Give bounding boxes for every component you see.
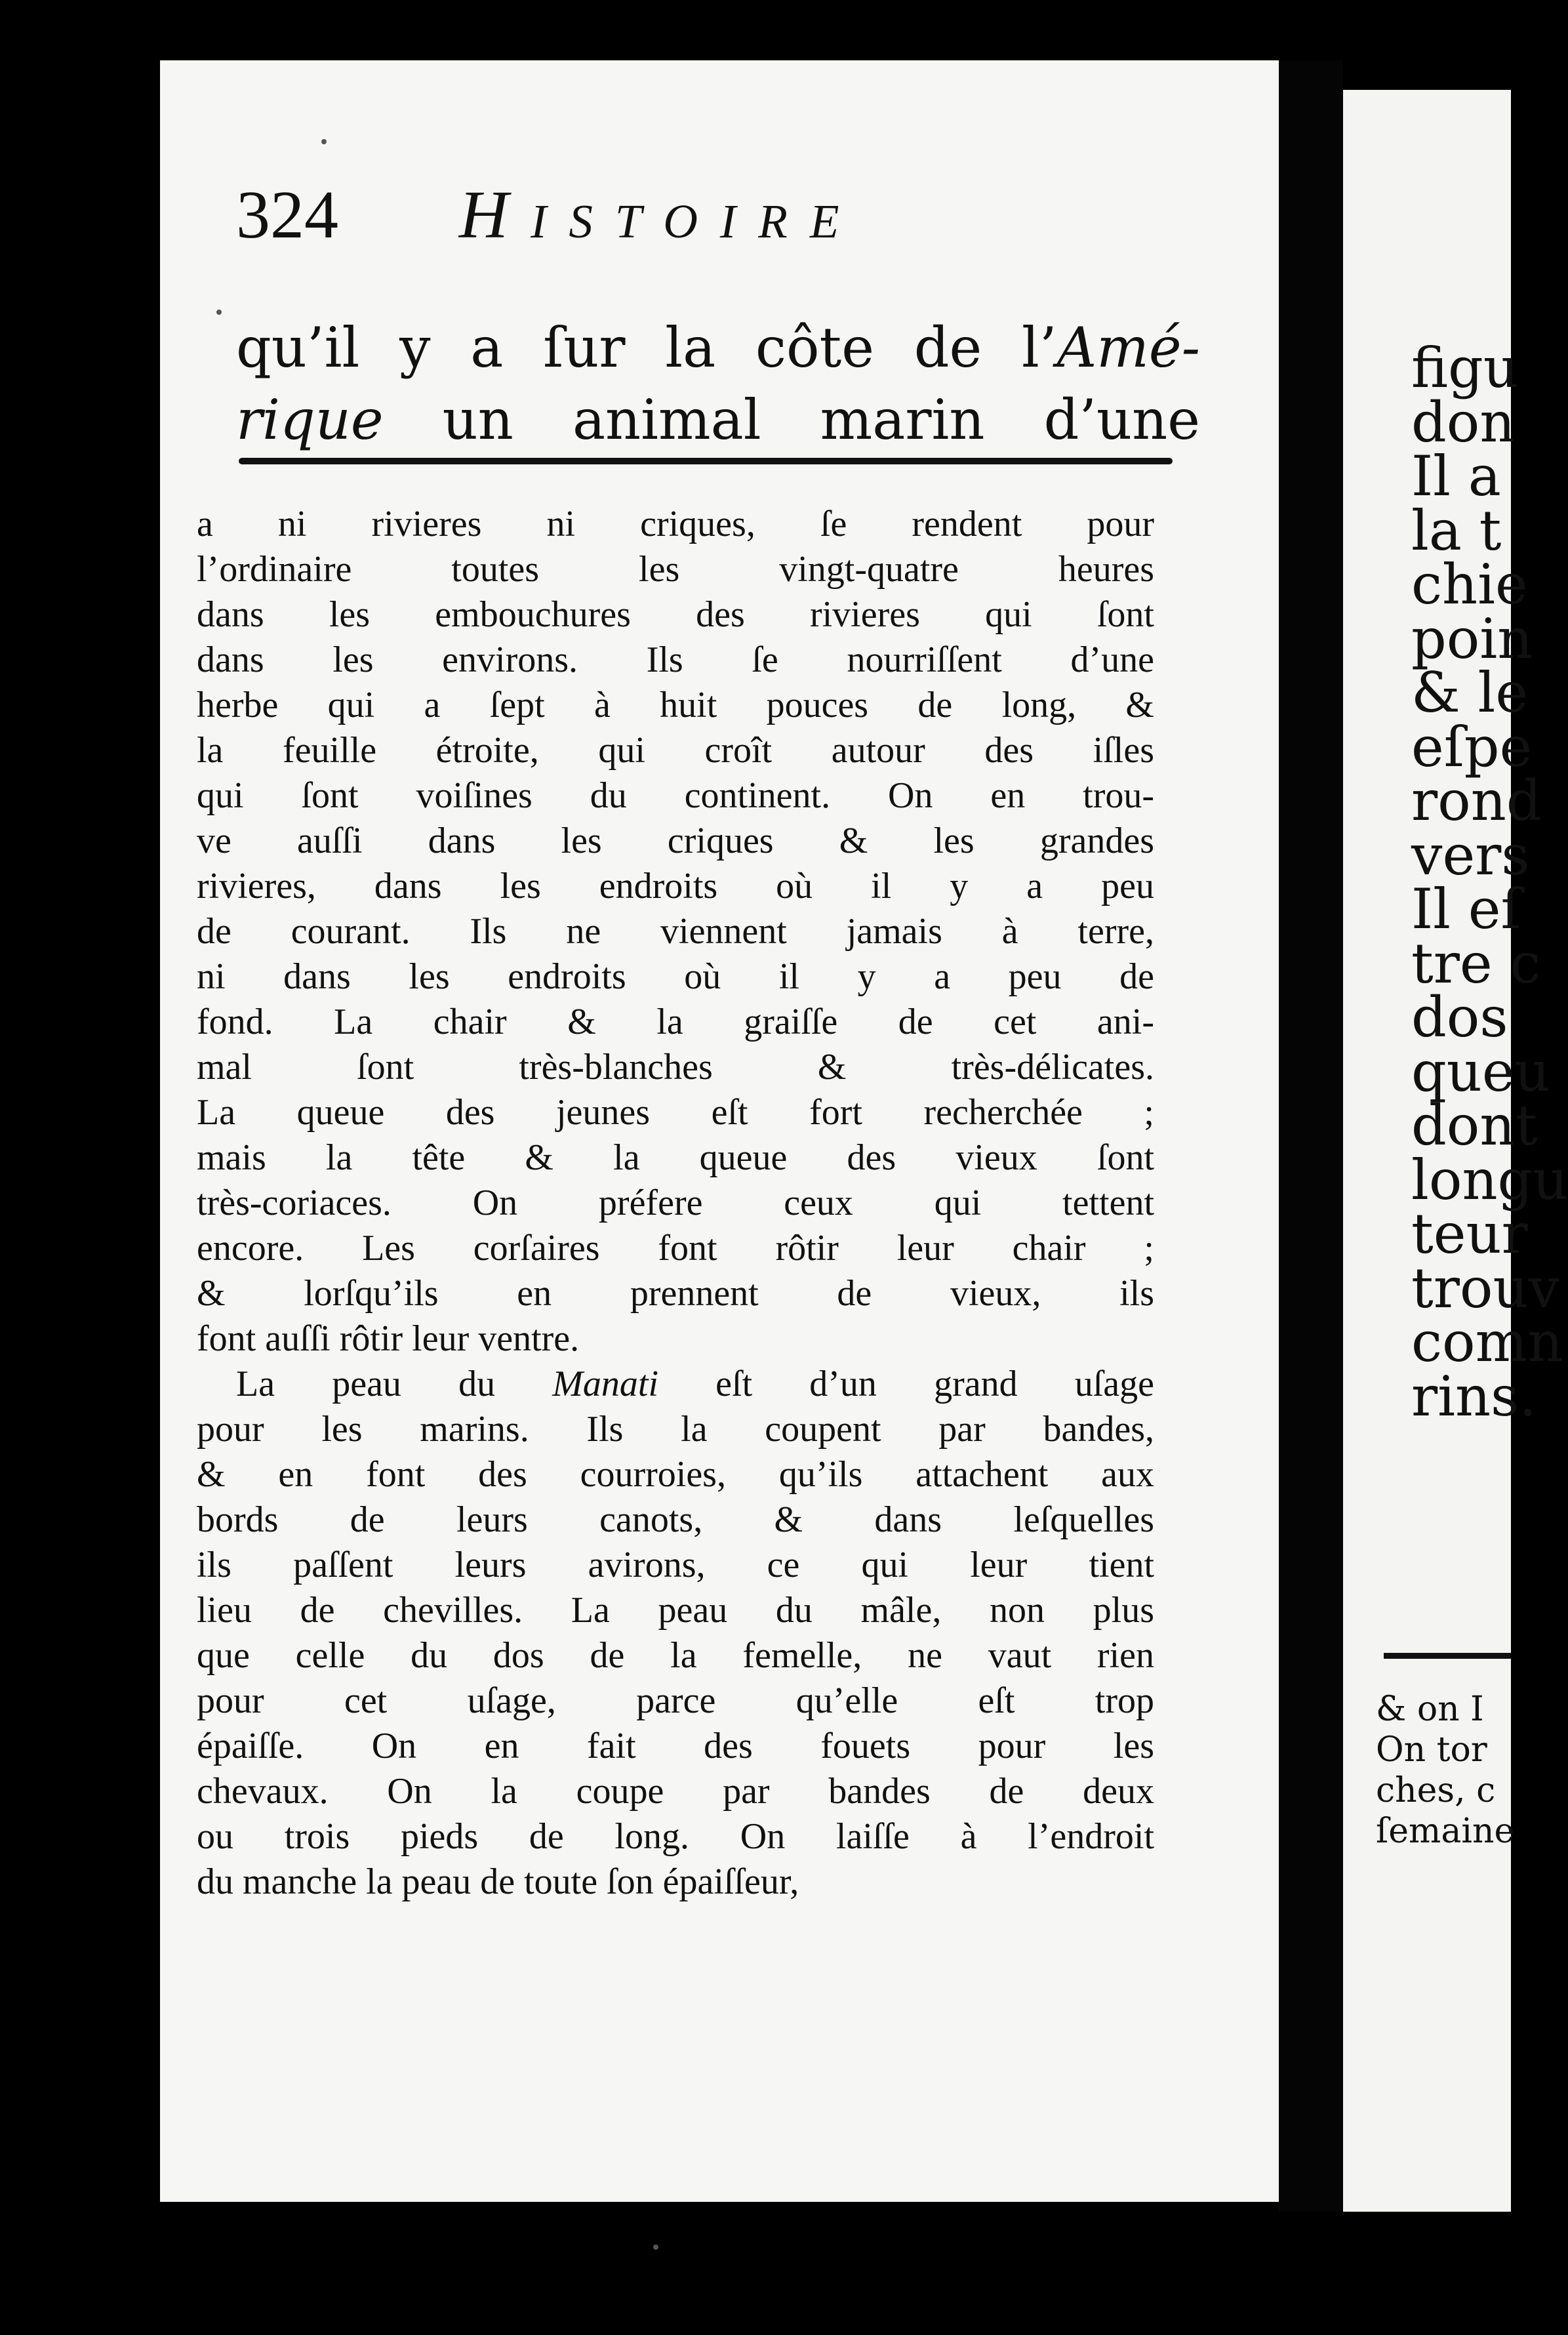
footnote-text xyxy=(197,502,1154,1905)
book-gutter xyxy=(1279,60,1343,2212)
footnote-line: dans les embouchures des rivieres qui ſont xyxy=(197,594,1154,635)
footnote-line: dans les environs. Ils ſe nourriſſent d’une xyxy=(197,640,1154,680)
footnote-line: mal ſont très-blanches & très-délicates. xyxy=(197,1047,1154,1087)
facing-line: figu xyxy=(1411,336,1519,400)
footnote-line: pour les marins. Ils la coupent par bandes, xyxy=(197,1409,1154,1450)
word: l’ xyxy=(1022,315,1057,380)
footnote-line: épaiſſe. On en fait des fouets pour les xyxy=(197,1726,1154,1766)
word: de xyxy=(914,315,982,380)
facing-line: don xyxy=(1411,390,1516,455)
facing-line: dos xyxy=(1411,985,1508,1049)
facing-line: chie xyxy=(1411,552,1528,617)
word: qu’il xyxy=(236,315,360,380)
text-run: eſt d’un grand uſage xyxy=(658,1364,1154,1404)
word: côte xyxy=(755,315,875,380)
facing-page-text xyxy=(1411,336,1568,1429)
footnote-line: ou trois pieds de long. On laiſſe à l’endroit xyxy=(197,1816,1154,1857)
facing-footnote-text xyxy=(1376,1689,1515,1852)
speck xyxy=(321,139,327,144)
word: la xyxy=(665,315,716,380)
footnote-line: a ni rivieres ni criques, ſe rendent pour xyxy=(197,504,1154,544)
facing-line: dont xyxy=(1411,1093,1538,1158)
footnote-line: herbe qui a ſept à huit pouces de long, & xyxy=(197,685,1154,725)
facing-note-line: & on I xyxy=(1376,1690,1484,1729)
facing-note-line: ches, c xyxy=(1376,1771,1496,1810)
footnote-line: la feuille étroite, qui croît autour des iſles xyxy=(197,730,1154,771)
speck xyxy=(216,310,222,315)
facing-line: trouv xyxy=(1411,1255,1560,1320)
facing-note-line: On tor xyxy=(1376,1730,1487,1770)
footnote-line: La queue des jeunes eſt fort recherchée ; xyxy=(197,1092,1154,1133)
page-number: 324 xyxy=(236,177,338,253)
running-title: Histoire xyxy=(459,177,862,253)
footnote-line: font auſſi rôtir leur ventre. xyxy=(197,1318,580,1359)
facing-line: longu xyxy=(1411,1147,1568,1212)
facing-line: queu xyxy=(1411,1039,1550,1104)
footnote-line: mais la tête & la queue des vieux ſont xyxy=(197,1137,1154,1178)
facing-line: vers xyxy=(1411,822,1530,887)
running-head xyxy=(236,176,990,274)
facing-line: rond xyxy=(1411,769,1542,833)
footnote-line: lieu de chevilles. La peau du mâle, non plus xyxy=(197,1590,1154,1631)
footnote-line: ni dans les endroits où il y a peu de xyxy=(197,956,1154,997)
footnote-line: très-coriaces. On préfere ceux qui tettent xyxy=(197,1183,1154,1223)
word: un xyxy=(442,388,513,452)
footnote-line: rivieres, dans les endroits où il y a peu xyxy=(197,866,1154,906)
facing-line: poin xyxy=(1411,606,1533,671)
footnote-line: l’ordinaire toutes les vingt-quatre heures xyxy=(197,549,1154,590)
facing-line: rins. xyxy=(1411,1364,1537,1429)
footnote-line: de courant. Ils ne viennent jamais à terre, xyxy=(197,911,1154,952)
word: ſur xyxy=(543,315,626,380)
footnote-line: & lorſqu’ils en prennent de vieux, ils xyxy=(197,1273,1154,1314)
footnote-line: que celle du dos de la femelle, ne vaut rien xyxy=(197,1635,1154,1676)
word: a xyxy=(470,315,504,380)
footnote-line: du manche la peau de toute ſon épaiſſeur, xyxy=(197,1861,799,1902)
facing-line: tre c xyxy=(1411,931,1541,996)
lead-line xyxy=(236,312,1200,384)
facing-line: la t xyxy=(1411,498,1502,563)
lead-line xyxy=(236,384,1200,456)
word: d’une xyxy=(1043,388,1200,452)
footnote-line: ils paſſent leurs avirons, ce qui leur tient xyxy=(197,1545,1154,1585)
facing-line: comn xyxy=(1411,1310,1563,1374)
facing-line: Il eſ xyxy=(1411,877,1521,941)
footnote-line: & en font des courroies, qu’ils attachent aux xyxy=(197,1454,1154,1495)
facing-note-line: ſemaine xyxy=(1376,1812,1515,1851)
text-run: La peau du xyxy=(236,1364,553,1404)
footnote-rule xyxy=(239,458,1173,464)
lead-text xyxy=(236,312,1200,456)
footnote-line: qui ſont voiſines du continent. On en trou- xyxy=(197,775,1154,816)
footnote-line: fond. La chair & la graiſſe de cet ani- xyxy=(197,1002,1154,1042)
word: y xyxy=(399,315,431,380)
footnote-line: ve auſſi dans les criques & les grandes xyxy=(197,821,1154,861)
word: animal xyxy=(572,388,761,452)
footnote-line: chevaux. On la coupe par bandes de deux xyxy=(197,1771,1154,1812)
facing-line: eſpe xyxy=(1411,714,1533,779)
footnote-line xyxy=(197,1362,1154,1407)
italic-word: Manati xyxy=(552,1364,658,1404)
facing-line: & le xyxy=(1411,660,1529,725)
facing-line: Il a xyxy=(1411,444,1501,508)
facing-footnote-rule xyxy=(1384,1653,1511,1659)
word: marin xyxy=(820,388,985,452)
facing-line: teur xyxy=(1411,1202,1528,1266)
footnote-line: pour cet uſage, parce qu’elle eſt trop xyxy=(197,1680,1154,1721)
italic-word: Amé- xyxy=(1056,315,1200,380)
italic-word: rique xyxy=(236,388,384,452)
footnote-line: encore. Les corſaires font rôtir leur chair ; xyxy=(197,1228,1154,1269)
footnote-line: bords de leurs canots, & dans leſquelles xyxy=(197,1499,1154,1540)
speck xyxy=(653,2244,658,2250)
